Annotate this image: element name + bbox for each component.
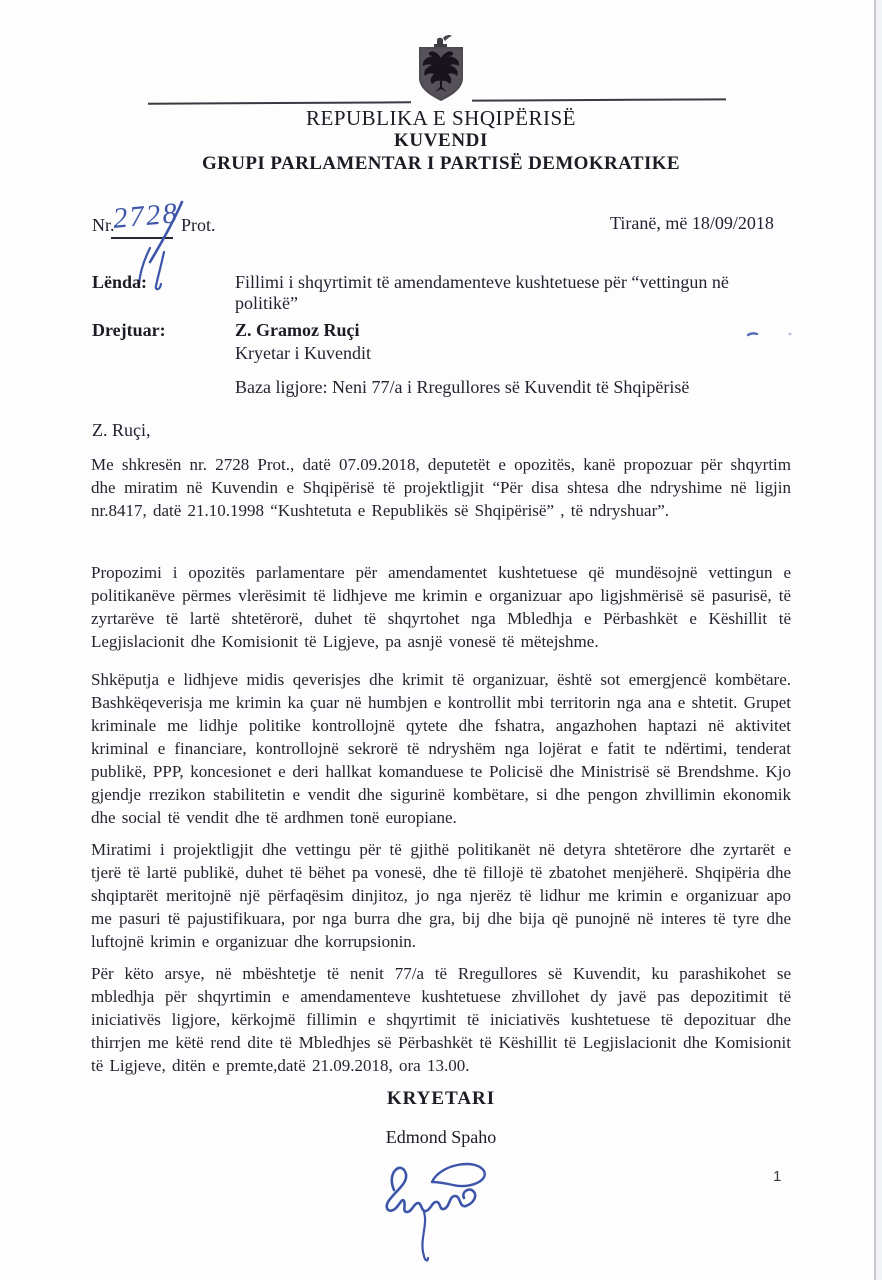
parliamentary-group-title: GRUPI PARLAMENTAR I PARTISË DEMOKRATIKE — [202, 153, 680, 174]
header-rule-left — [148, 101, 411, 104]
header-rule-right — [472, 98, 726, 101]
body-paragraph: Propozimi i opozitës parlamentare për amendamentet kushtetuese që mundësojnë vettingun e politikanëve përmes vlerësimit të lidhjeve me krimin e organizuar apo ligjshmërisë së pasurisë, të zyrtarëve të lartë shtetërorë, duhet të shqyrtohet nga Mbledhja e Përbashkët e Këshillit të Legjislacionit dhe Komisionit të Ligjeve, pa asnjë vonesë të mëtejshme. — [91, 563, 791, 651]
place-date: Tiranë, më 18/09/2018 — [610, 213, 774, 233]
subject-text: Fillimi i shqyrtimit të amendamenteve kushtetuese për “vettingun në politikë” — [235, 272, 729, 313]
prot-label: Prot. — [181, 215, 216, 235]
protocol-number-handwritten: 2728 — [111, 197, 181, 235]
addressee-title: Kryetar i Kuvendit — [235, 343, 371, 363]
salutation: Z. Ruçi, — [92, 420, 151, 440]
closing-title: KRYETARI — [386, 1088, 496, 1109]
scan-edge-strip — [876, 0, 882, 1280]
stray-ink-mark — [746, 326, 806, 340]
signature-ink — [372, 1146, 502, 1266]
body-paragraph: Me shkresën nr. 2728 Prot., datë 07.09.2018, deputetët e opozitës, kanë propozuar për shqyrtim dhe miratim në Kuvendin e Shqipërisë të projektligjit “Për disa shtesa dhe ndryshime në ligjin nr.8417, datë 21.10.1998 “Kushtetuta e Republikës së Shqipërisë” , të ndryshuar”. — [91, 455, 791, 520]
page-number: 1 — [773, 1168, 782, 1185]
signatory-name: Edmond Spaho — [385, 1127, 497, 1147]
subject-label: Lënda: — [92, 272, 148, 292]
body-paragraph: Miratimi i projektligjit dhe vettingu për të gjithë politikanët në detyra shtetërore dhe zyrtarët e tjerë të lartë publikë, duhet të bëhet pa vonesë, dhe të fillojë të zbatohet menjëherë. Shqipëria dhe shqiptarët meritojnë një përfaqësim dinjitoz, jo nga njerëz të lidhur me krimin e organizuar apo me pasuri të pajustifikuara, por nga burra dhe gra, bij dhe bija që punojnë në interes të tyre dhe luftojnë krimin e organizuar dhe korrupsionin. — [91, 840, 791, 951]
nr-label: Nr. — [92, 215, 115, 235]
addressee-label: Drejtuar: — [92, 320, 166, 340]
republic-title: REPUBLIKA E SHQIPËRISË — [305, 106, 577, 130]
body-paragraph: Për këto arsye, në mbështetje të nenit 77/a të Rregullores së Kuvendit, ku parashikohet se mbledhja për shqyrtimin e amendamenteve kushtetuese zhvillohet dy javë pas depozitimit të iniciativës ligjore, kërkojmë fillimin e shqyrtimit të iniciativës kushtetuese të depozituar dhe thirrjen me këtë rend dite të Mbledhjes së Përbashkët të Këshillit të Legjislacionit dhe Komisionit të Ligjeve, ditën e premte,datë 21.09.2018, ora 13.00. — [91, 964, 791, 1075]
scan-edge-line — [874, 0, 876, 1280]
addressee-name: Z. Gramoz Ruçi — [235, 320, 360, 340]
national-emblem-icon — [416, 34, 466, 104]
body-paragraph: Shkëputja e lidhjeve midis qeverisjes dhe krimit të organizuar, është sot emergjencë kombëtare. Bashkëqeverisja me krimin ka çuar në humbjen e kontrollit mbi territorin nga ana e shtetit. Grupet kriminale me lidhje politike kontrollojnë qytete dhe fshatra, angazhohen haptazi në aktivitet kriminal e financiare, kontrollojnë sekrorë të ndryshëm nga lojërat e fatit te ndërtimi, tenderat publikë, PPP, koncesionet e deri hallkat komanduese te Policisë dhe Ministrisë së Brendshme. Kjo gjendje rrezikon stabilitetin e vendit dhe sigurinë kombëtare, si dhe pengon zhvillimin ekonomik dhe social të vendit dhe të ardhmen tonë europiane. — [91, 670, 791, 827]
parliament-title: KUVENDI — [394, 130, 488, 151]
legal-basis: Baza ligjore: Neni 77/a i Rregullores së Kuvendit të Shqipërisë — [235, 377, 690, 397]
